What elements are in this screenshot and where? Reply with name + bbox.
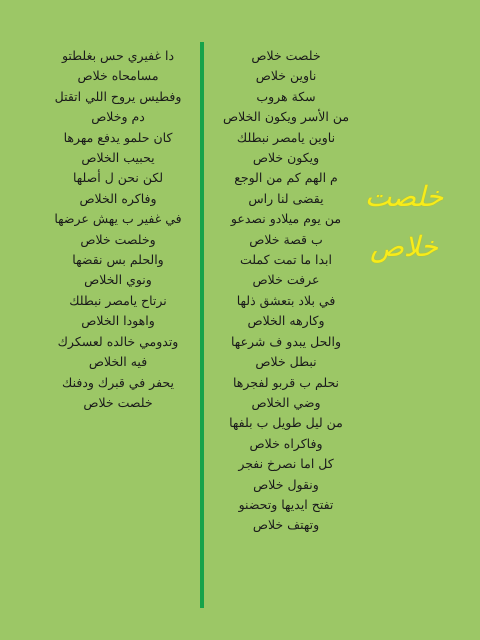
- poem-line: من يوم ميلادو نصدعو: [230, 211, 342, 227]
- poem-line: فيه الخلاص: [88, 354, 148, 370]
- poem-line: م الهم كم من الوجع: [234, 170, 338, 186]
- poem-line: دا غفيري حس بغلطتو: [61, 48, 175, 63]
- poem-line: ناوين يامصر نبطلك: [236, 129, 336, 145]
- poem-line: تفتح ايديها وتحضنو: [238, 496, 334, 512]
- poem-line: وفاكره الخلاص: [79, 190, 157, 206]
- poem-line: مسامحاه خلاص: [77, 68, 159, 84]
- poem-line: ناوين خلاص: [255, 68, 317, 84]
- poem-line: من الأسر ويكون الخلاص: [222, 109, 350, 125]
- poem-title-line-2: خلاص: [370, 230, 438, 263]
- poem-line: نرتاح يامصر نبطلك: [69, 292, 167, 308]
- poem-line: وتهتف خلاص: [252, 517, 320, 533]
- poem-line: وكارهه الخلاص: [247, 313, 325, 329]
- poem-line: وتدومي خالده لعسكرك: [57, 333, 179, 349]
- poem-line: وفاكراه خلاص: [249, 435, 323, 451]
- poem-line: وفطيس يروح اللي اتقتل: [54, 88, 182, 104]
- poem-line: كان حلمو يدفع مهرها: [63, 129, 173, 145]
- poem-line: واهودا الخلاص: [81, 313, 155, 329]
- poem-line: والحل يبدو ف شرعها: [231, 333, 341, 349]
- poem-line: يحفر في قبرك ودفنك: [62, 374, 174, 390]
- poem-line: ونقول خلاص: [253, 476, 319, 492]
- poem-title-line-1: خلصت: [364, 180, 444, 213]
- poem-line: في غفير ب يهش عرضها: [54, 211, 182, 227]
- poem-line: عرفت خلاص: [252, 272, 320, 288]
- poem-line: في بلاد بتعشق ذلها: [236, 292, 336, 308]
- poem-line: وضي الخلاص: [251, 394, 321, 410]
- poem-line: نحلم ب قربو لفجرها: [233, 374, 339, 390]
- poem-line: وخلصت خلاص: [80, 231, 156, 247]
- poem-line: دم وخلاص: [91, 109, 145, 125]
- poem-line: والحلم بس نقضها: [72, 252, 164, 268]
- poem-column-left: [48, 46, 188, 413]
- poem-line: خلصت خلاص: [83, 394, 153, 410]
- poem-line: يحبيب الخلاص: [81, 150, 155, 166]
- poem-line: خلصت خلاص: [251, 48, 321, 63]
- poem-line: من ليل طويل ب بلفها: [229, 415, 343, 431]
- poem-line: ابدا ما تمت كملت: [240, 252, 332, 268]
- poem-line: سكة هروب: [256, 88, 316, 104]
- poem-line: يقضى لنا راس: [248, 190, 324, 206]
- poem-line: ونوي الخلاص: [84, 272, 152, 288]
- poem-line: ب قصة خلاص: [249, 231, 323, 247]
- poem-line: كل اما نصرخ نفجر: [238, 456, 334, 472]
- poem-line: نبطل خلاص: [255, 354, 317, 370]
- poem-column-right: [222, 46, 350, 536]
- poem-line: ويكون خلاص: [252, 150, 320, 166]
- column-divider: [200, 42, 204, 608]
- poem-line: لكن نحن ل أصلها: [72, 170, 164, 186]
